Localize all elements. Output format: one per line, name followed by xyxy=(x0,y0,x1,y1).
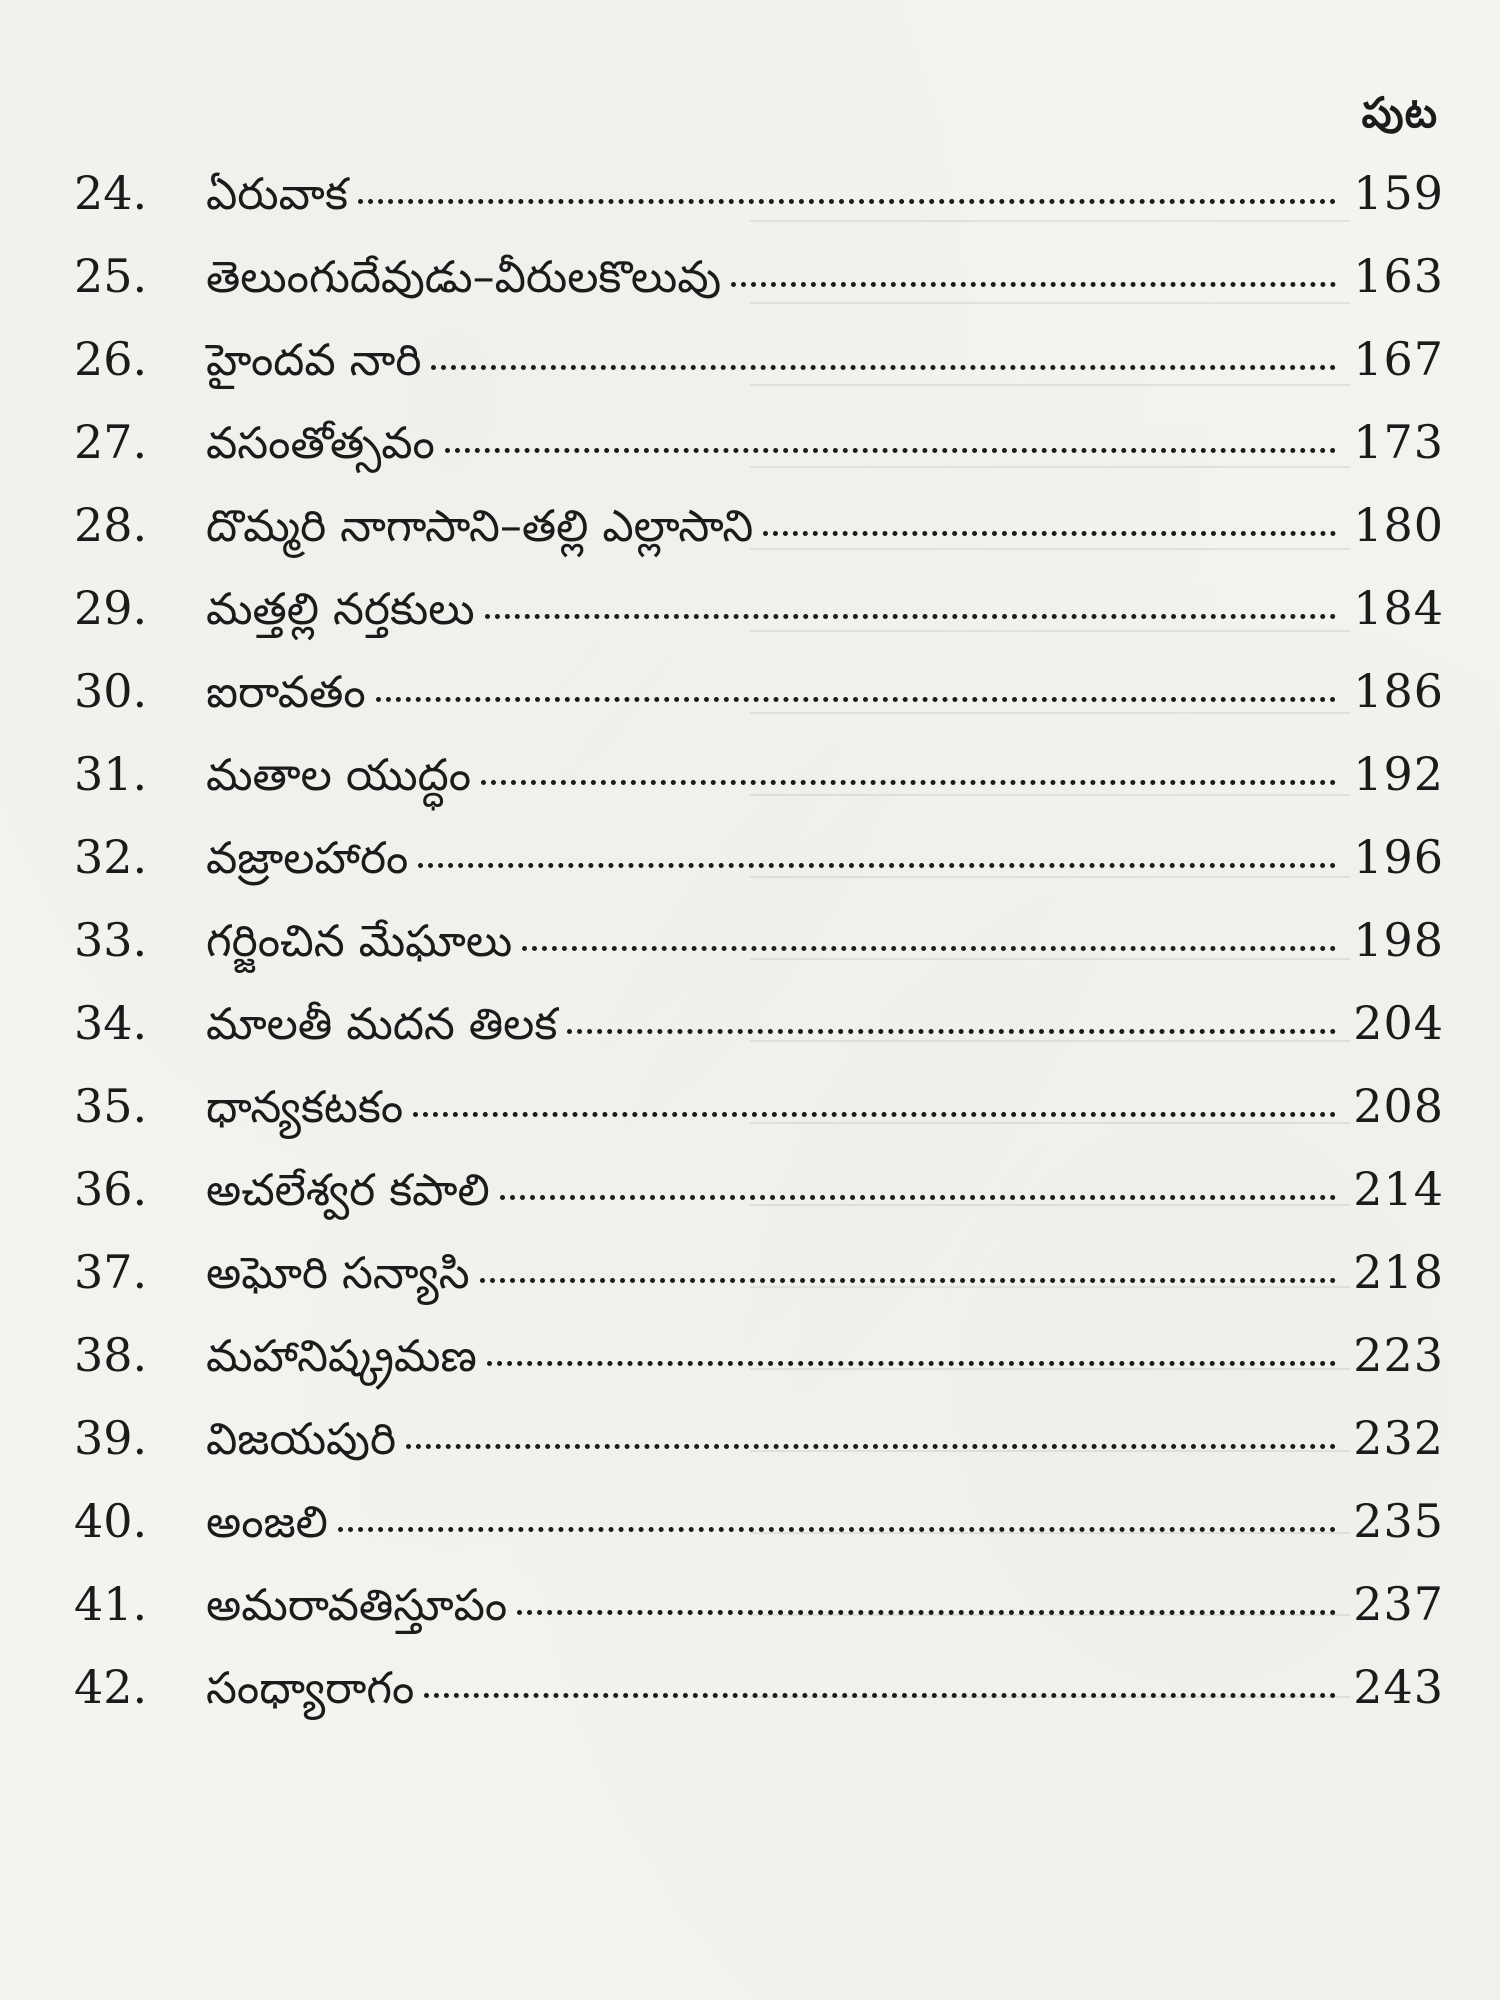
table-of-contents xyxy=(74,168,1444,1745)
entry-title: తెలుంగుదేవుడు–వీరులకొలువు xyxy=(206,252,722,303)
entry-page: 198 xyxy=(1353,913,1444,967)
entry-page: 192 xyxy=(1353,747,1444,801)
entry-number: 36. xyxy=(74,1162,148,1216)
toc-entry xyxy=(74,500,1444,583)
entry-title: అఘోరి సన్యాసి xyxy=(206,1248,470,1299)
entry-page: 214 xyxy=(1353,1162,1444,1216)
dot-leader xyxy=(481,780,1336,785)
dot-leader xyxy=(731,282,1336,287)
entry-number: 32. xyxy=(74,830,148,884)
entry-page: 204 xyxy=(1353,996,1444,1050)
toc-entry xyxy=(74,1413,1444,1496)
dot-leader xyxy=(485,614,1336,619)
entry-title: అమరావతిస్తూపం xyxy=(206,1580,508,1631)
dot-leader xyxy=(500,1195,1336,1200)
entry-page: 173 xyxy=(1353,415,1444,469)
toc-entry xyxy=(74,1164,1444,1247)
dot-leader xyxy=(445,448,1336,453)
entry-title: ఐరావతం xyxy=(206,667,366,718)
toc-entry xyxy=(74,334,1444,417)
toc-entry xyxy=(74,417,1444,500)
entry-title: వజ్రాలహారం xyxy=(206,833,409,884)
entry-title: అంజలి xyxy=(206,1497,328,1548)
entry-page: 163 xyxy=(1353,249,1444,303)
entry-number: 24. xyxy=(74,166,148,220)
entry-number: 30. xyxy=(74,664,148,718)
dot-leader xyxy=(376,697,1336,702)
entry-number: 40. xyxy=(74,1494,148,1548)
entry-number: 35. xyxy=(74,1079,148,1133)
dot-leader xyxy=(763,531,1336,536)
entry-page: 223 xyxy=(1353,1328,1444,1382)
entry-number: 25. xyxy=(74,249,148,303)
entry-number: 38. xyxy=(74,1328,148,1382)
entry-title: ధాన్యకటకం xyxy=(206,1082,404,1133)
dot-leader xyxy=(406,1444,1336,1449)
toc-entry xyxy=(74,583,1444,666)
entry-page: 167 xyxy=(1353,332,1444,386)
dot-leader xyxy=(413,1112,1336,1117)
entry-page: 237 xyxy=(1353,1577,1444,1631)
entry-title: అచలేశ్వర కపాలి xyxy=(206,1165,490,1216)
dot-leader xyxy=(424,1693,1336,1698)
entry-number: 27. xyxy=(74,415,148,469)
toc-entry xyxy=(74,666,1444,749)
dot-leader xyxy=(358,199,1336,204)
entry-number: 41. xyxy=(74,1577,148,1631)
entry-page: 184 xyxy=(1353,581,1444,635)
entry-page: 243 xyxy=(1353,1660,1444,1714)
dot-leader xyxy=(480,1278,1336,1283)
entry-title: మహానిష్క్రమణ xyxy=(206,1331,477,1382)
toc-entry xyxy=(74,1496,1444,1579)
entry-page: 196 xyxy=(1353,830,1444,884)
entry-title: ఏరువాక xyxy=(206,169,348,220)
entry-title: మత్తల్లి నర్తకులు xyxy=(206,584,475,635)
entry-number: 42. xyxy=(74,1660,148,1714)
toc-entry xyxy=(74,915,1444,998)
dot-leader xyxy=(431,365,1336,370)
entry-number: 39. xyxy=(74,1411,148,1465)
toc-entry xyxy=(74,832,1444,915)
entry-title: మతాల యుద్ధం xyxy=(206,750,472,801)
toc-entry xyxy=(74,1247,1444,1330)
entry-title: హైందవ నారి xyxy=(206,335,422,386)
entry-page: 218 xyxy=(1353,1245,1444,1299)
dot-leader xyxy=(517,1610,1336,1615)
dot-leader xyxy=(418,863,1336,868)
entry-title: సంధ్యారాగం xyxy=(206,1663,415,1714)
entry-number: 34. xyxy=(74,996,148,1050)
entry-title: గర్జించిన మేఘాలు xyxy=(206,916,513,967)
toc-entry xyxy=(74,749,1444,832)
entry-page: 159 xyxy=(1353,166,1444,220)
dot-leader xyxy=(522,946,1336,951)
entry-number: 28. xyxy=(74,498,148,552)
entry-number: 33. xyxy=(74,913,148,967)
toc-entry xyxy=(74,998,1444,1081)
toc-entry xyxy=(74,168,1444,251)
toc-entry xyxy=(74,251,1444,334)
entry-title: దొమ్మరి నాగాసాని–తల్లి ఎల్లాసాని xyxy=(206,501,754,552)
page-column-label: పుట xyxy=(1361,88,1438,137)
entry-page: 235 xyxy=(1353,1494,1444,1548)
entry-title: వసంతోత్సవం xyxy=(206,418,435,469)
toc-entry xyxy=(74,1662,1444,1745)
entry-page: 208 xyxy=(1353,1079,1444,1133)
toc-entry xyxy=(74,1081,1444,1164)
entry-number: 29. xyxy=(74,581,148,635)
entry-title: విజయపురి xyxy=(206,1414,397,1465)
entry-title: మాలతీ మదన తిలక xyxy=(206,999,558,1050)
entry-number: 26. xyxy=(74,332,148,386)
toc-entry xyxy=(74,1579,1444,1662)
entry-page: 180 xyxy=(1353,498,1444,552)
dot-leader xyxy=(567,1029,1336,1034)
dot-leader xyxy=(487,1361,1336,1366)
entry-number: 37. xyxy=(74,1245,148,1299)
toc-entry xyxy=(74,1330,1444,1413)
entry-page: 186 xyxy=(1353,664,1444,718)
dot-leader xyxy=(338,1527,1336,1532)
entry-page: 232 xyxy=(1353,1411,1444,1465)
entry-number: 31. xyxy=(74,747,148,801)
